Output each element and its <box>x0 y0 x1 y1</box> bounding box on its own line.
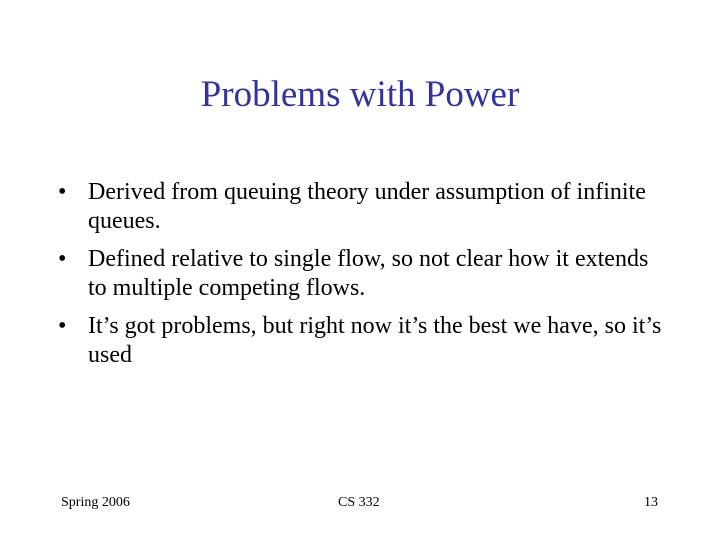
bullet-text: Derived from queuing theory under assumption of infinite queues. <box>88 179 646 234</box>
bullet-icon: • <box>58 313 67 339</box>
footer-date: Spring 2006 <box>61 495 130 510</box>
bullet-text: It’s got problems, but right now it’s the best we have, so it’s used <box>88 313 662 368</box>
bullet-icon: • <box>58 179 67 205</box>
slide-title: Problems with Power <box>200 74 520 115</box>
bullet-item <box>58 245 668 303</box>
bullet-item <box>58 312 668 370</box>
footer-page-number: 13 <box>644 495 658 510</box>
bullet-text: Defined relative to single flow, so not clear how it extends to multiple competing flows. <box>88 246 649 301</box>
footer-course: CS 332 <box>338 495 380 510</box>
bullet-list <box>58 178 668 379</box>
bullet-item <box>58 178 668 236</box>
bullet-icon: • <box>58 246 67 272</box>
